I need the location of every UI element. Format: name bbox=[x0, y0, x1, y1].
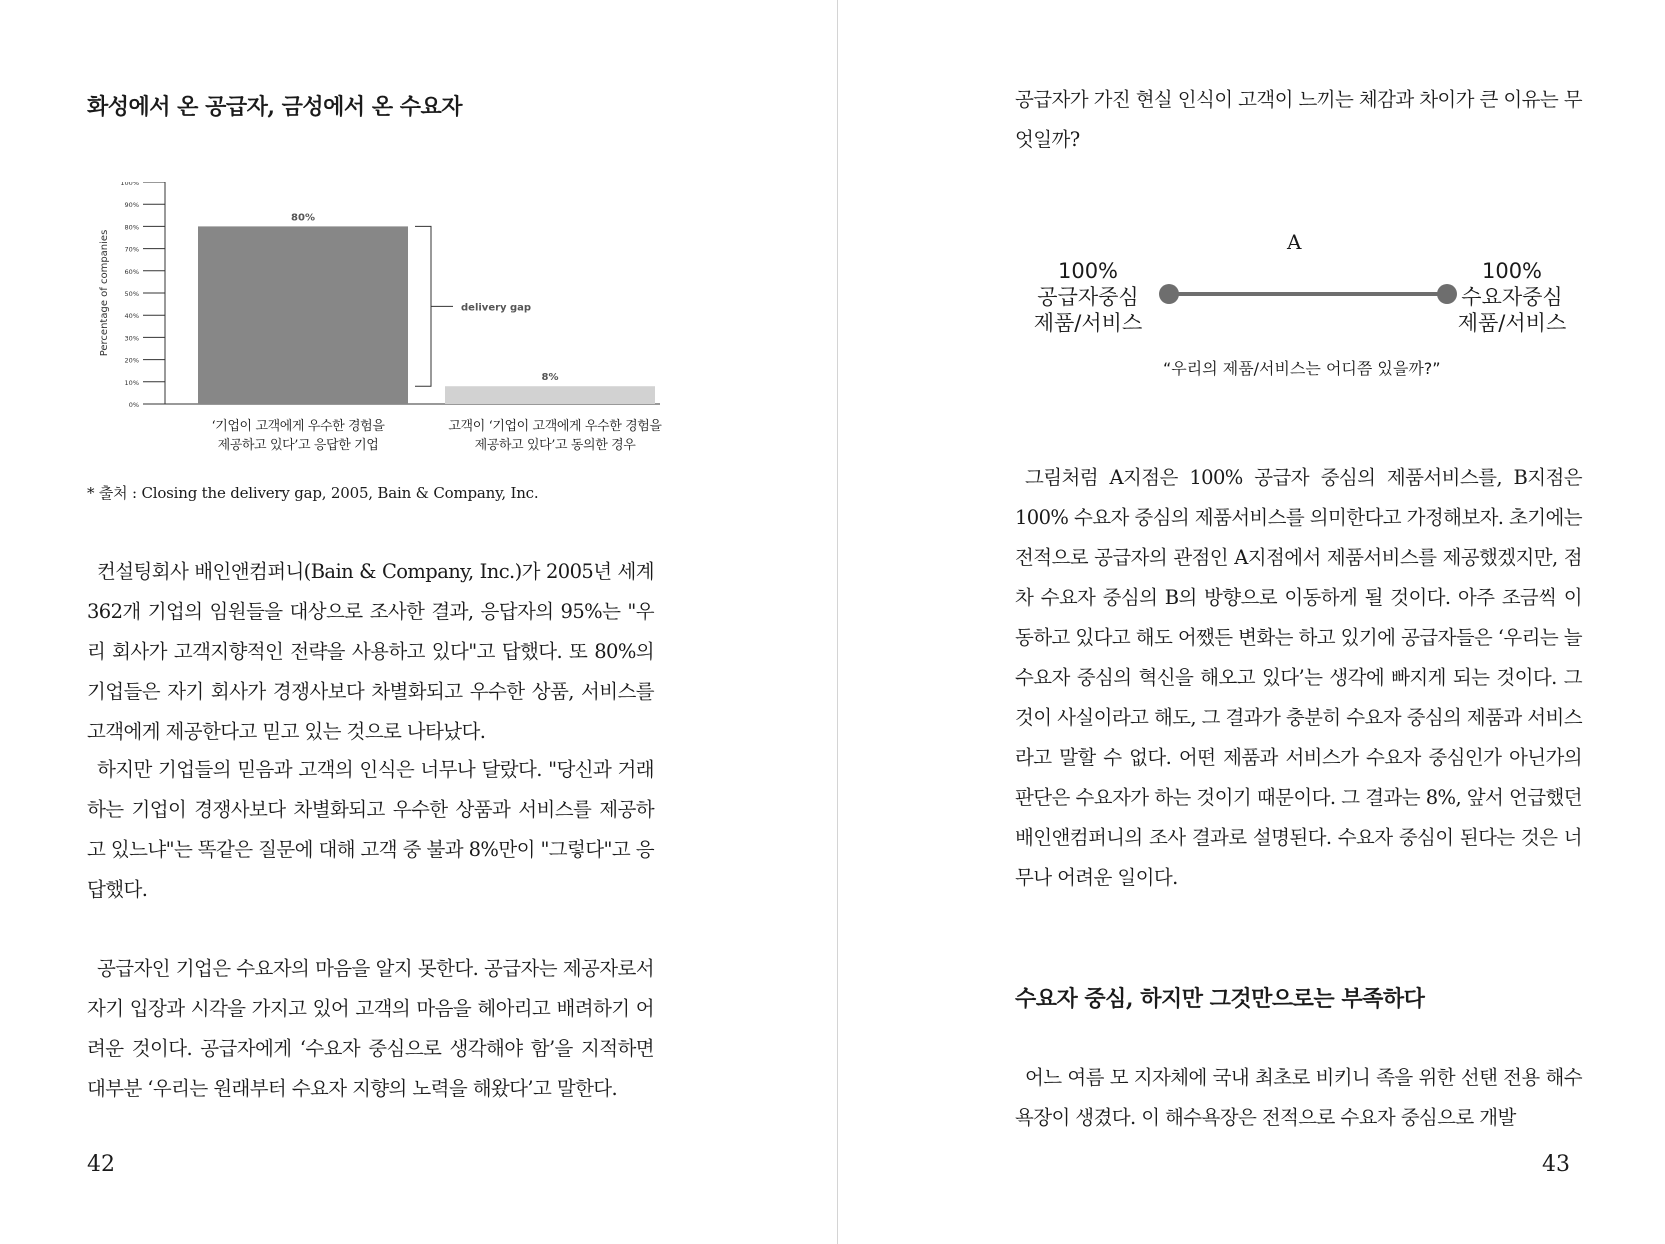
gap-bracket bbox=[415, 226, 431, 386]
point-a-label: A bbox=[1287, 230, 1302, 254]
intro-paragraph: 공급자가 가진 현실 인식이 고객이 느끼는 체감과 차이가 큰 이유는 무엇일까? bbox=[1015, 88, 1582, 151]
supplier-centric-label bbox=[1018, 258, 1158, 336]
category-label-2 bbox=[440, 417, 670, 455]
bar-2 bbox=[445, 386, 655, 404]
paragraph-5: 어느 여름 모 지자체에 국내 최초로 비키니 족을 위한 선탠 전용 해수욕장이 생겼다. 이 해수욕장은 전적으로 수요자 중심으로 개발 bbox=[1015, 1066, 1582, 1129]
y-tick-label: 90% bbox=[124, 201, 139, 210]
paragraph-3: 공급자인 기업은 수요자의 마음을 알지 못한다. 공급자는 제공자로서 자기 입장과 시각을 가지고 있어 고객의 마음을 헤아리고 배려하기 어려운 것이다. 공급자에게 ‘수요자 중심으로 생각해야 함’을 지적하면 대부분 ‘우리는 원래부터 수요자 지향의 노력을 해왔다’고 말한다. bbox=[87, 957, 654, 1100]
right-page bbox=[838, 0, 1665, 1244]
page-number-right: 43 bbox=[1542, 1152, 1570, 1177]
y-tick-label: 30% bbox=[124, 334, 139, 343]
customer-centric-label bbox=[1442, 258, 1582, 336]
category-label-1-line1: ‘기업이 고객에게 우수한 경험을 bbox=[211, 419, 385, 434]
section-title: 화성에서 온 공급자, 금성에서 온 수요자 bbox=[87, 94, 462, 120]
section-title-2: 수요자 중심, 하지만 그것만으로는 부족하다 bbox=[1015, 986, 1425, 1012]
y-tick-label: 0% bbox=[128, 401, 139, 409]
bar-value-label-1: 80% bbox=[291, 212, 315, 224]
left-endpoint-dot bbox=[1159, 284, 1179, 304]
y-tick-label: 100% bbox=[120, 182, 139, 187]
paragraph-2: 하지만 기업들의 믿음과 고객의 인식은 너무나 달랐다. "당신과 거래하는 기업이 경쟁사보다 차별화되고 우수한 상품과 서비스를 제공하고 있느냐"는 똑같은 질문에 대해 고객 중 불과 8%만이 "그렇다"고 응답했다. bbox=[87, 758, 654, 901]
category-label-2-line1: 고객이 ‘기업이 고객에게 우수한 경험을 bbox=[448, 419, 662, 434]
paragraph-4: 그림처럼 A지점은 100% 공급자 중심의 제품서비스를, B지점은 100% 수요자 중심의 제품서비스를 의미한다고 가정해보자. 초기에는 전적으로 공급자의 관점인 A지점에서 제품서비스를 제공했겠지만, 점차 수요자 중심의 B의 방향으로 이동하게 될 것이다. 아주 조금씩 이동하고 있다고 해도 어쨌든 변화는 하고 있기에 공급자들은 ‘우리는 늘 수요자 중심의 혁신을 해오고 있다’는 생각에 빠지게 되는 것이다. 그것이 사실이라고 해도, 그 결과가 충분히 수요자 중심의 제품과 서비스라고 말할 수 없다. 어떤 제품과 서비스가 수요자 중심인가 아닌가의 판단은 수요자가 하는 것이기 때문이다. 그 결과는 8%, 앞서 언급했던 배인앤컴퍼니의 조사 결과로 설명된다. 수요자 중심이 된다는 것은 너무나 어려운 일이다. bbox=[1015, 466, 1582, 889]
chart-source: * 출처 : Closing the delivery gap, 2005, Bain & Company, Inc. bbox=[87, 484, 539, 502]
bar-value-label-2: 8% bbox=[541, 372, 559, 384]
supplier-centric-text: 공급자중심 bbox=[1037, 285, 1139, 309]
supplier-centric-percent: 100% bbox=[1057, 259, 1119, 283]
diagram-caption: “우리의 제품/서비스는 어디쯤 있을까?” bbox=[1163, 359, 1441, 378]
customer-centric-percent: 100% bbox=[1481, 259, 1543, 283]
category-label-1 bbox=[198, 417, 398, 455]
spectrum-line bbox=[1158, 282, 1458, 306]
supplier-centric-product: 제품/서비스 bbox=[1033, 311, 1143, 335]
y-tick-label: 10% bbox=[124, 378, 139, 387]
y-tick-label: 20% bbox=[124, 356, 139, 365]
gap-annotation: delivery gap bbox=[461, 302, 532, 314]
y-tick-label: 70% bbox=[124, 245, 139, 254]
paragraph-1: 컨설팅회사 배인앤컴퍼니(Bain & Company, Inc.)가 2005년 세계 362개 기업의 임원들을 대상으로 조사한 결과, 응답자의 95%는 "우리 회사가 고객지향적인 전략을 사용하고 있다"고 답했다. 또 80%의 기업들은 자기 회사가 경쟁사보다 차별화되고 우수한 상품, 서비스를 고객에게 제공한다고 믿고 있는 것으로 나타났다. bbox=[87, 560, 654, 743]
y-tick-label: 80% bbox=[124, 223, 139, 232]
category-label-2-line2: 제공하고 있다’고 동의한 경우 bbox=[474, 438, 636, 453]
customer-centric-text: 수요자중심 bbox=[1461, 285, 1563, 309]
y-tick-label: 60% bbox=[124, 267, 139, 276]
y-tick-label: 50% bbox=[124, 290, 139, 298]
customer-centric-product: 제품/서비스 bbox=[1457, 311, 1567, 335]
page-number-left: 42 bbox=[87, 1152, 115, 1177]
y-tick-label: 40% bbox=[124, 312, 139, 321]
bar-1 bbox=[198, 226, 408, 404]
y-axis-label: Percentage of companies bbox=[99, 229, 110, 357]
category-label-1-line2: 제공하고 있다’고 응답한 기업 bbox=[217, 438, 379, 453]
